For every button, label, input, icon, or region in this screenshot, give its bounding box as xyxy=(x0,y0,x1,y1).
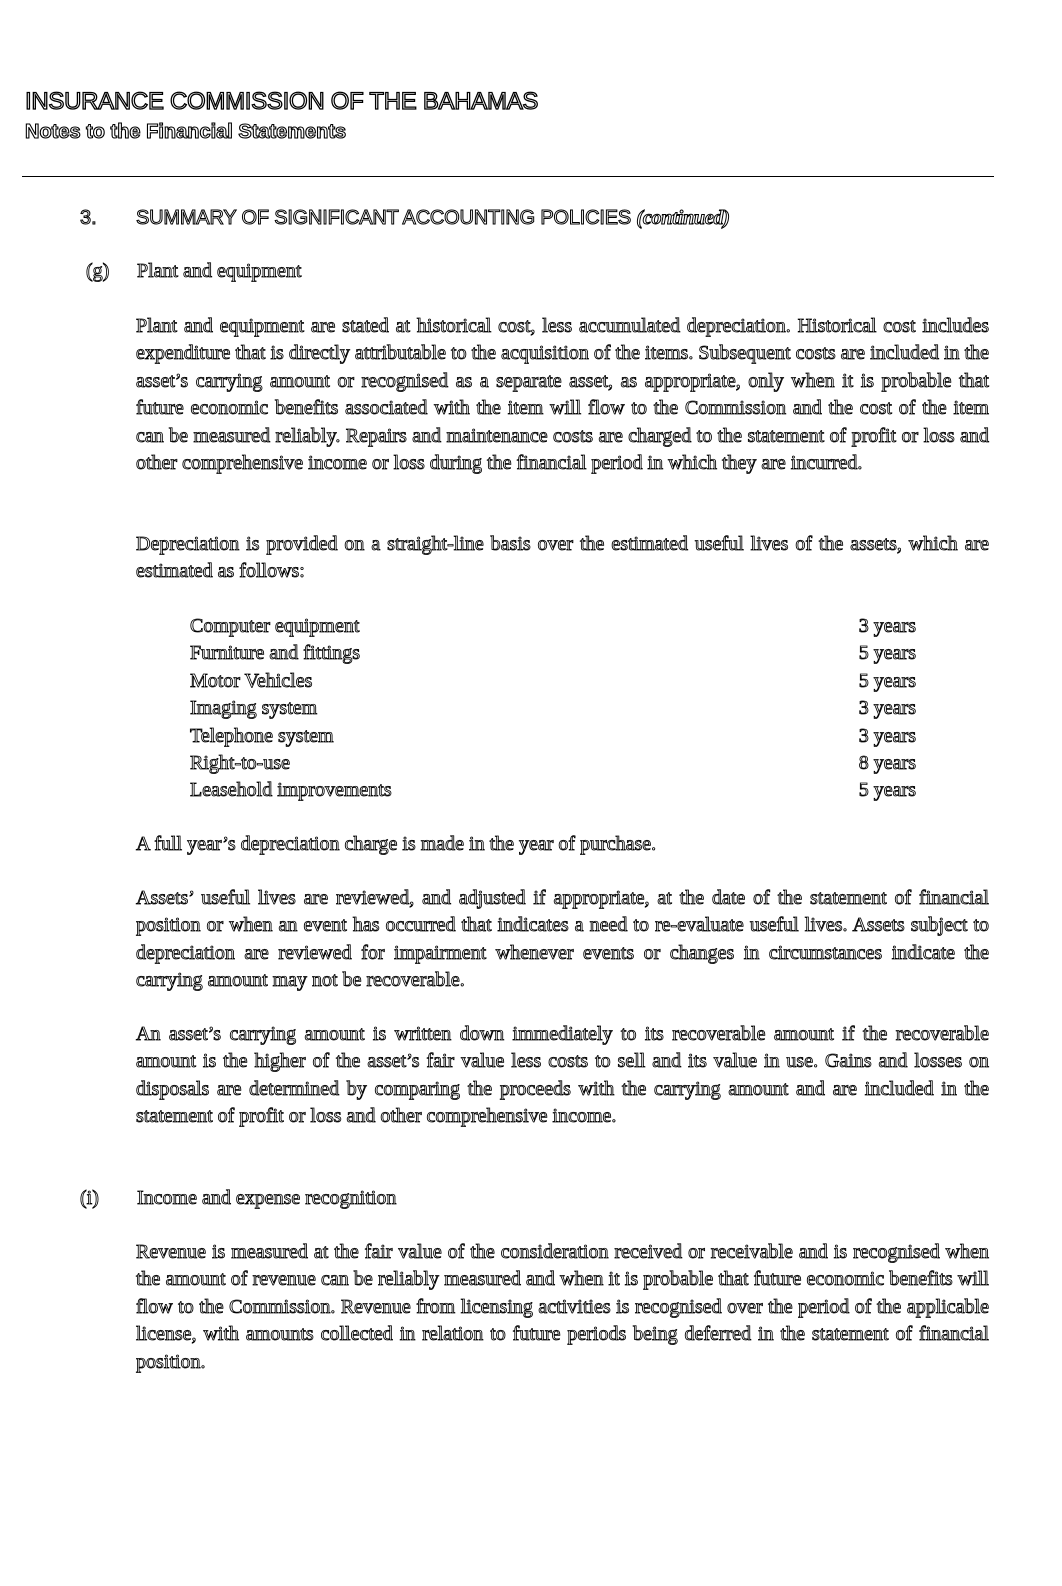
asset-life: 5 years xyxy=(858,642,916,665)
subsection-g-title: Plant and equipment xyxy=(137,260,302,282)
asset-name: Computer equipment xyxy=(190,615,360,637)
organization-title: INSURANCE COMMISSION OF THE BAHAMAS xyxy=(25,88,539,115)
income-paragraph-1: Revenue is measured at the fair value of the consideration received or receivable and is recognised when the amount of revenue can be reliably measured and when it is probable that future economic benefits will flow to the Commission. Revenue from licensing activities is recognised over the period of the applicable license, with amounts collected in relation to future periods being deferred in the statement of financial position. xyxy=(136,1241,989,1373)
subsection-g-marker: (g) xyxy=(86,260,110,282)
asset-life: 3 years xyxy=(858,724,916,747)
plant-paragraph-2: Depreciation is provided on a straight-line basis over the estimated useful lives of the assets, which are estimated as follows: xyxy=(136,533,989,583)
asset-life: 5 years xyxy=(858,779,916,802)
section-title: SUMMARY OF SIGNIFICANT ACCOUNTING POLICIES xyxy=(136,207,632,229)
section-heading xyxy=(136,205,730,231)
asset-name: Right-to-use xyxy=(190,751,290,774)
useful-life-row xyxy=(190,750,916,777)
section-continued: (continued) xyxy=(636,207,730,229)
useful-life-row xyxy=(190,723,916,750)
asset-life: 3 years xyxy=(858,615,916,637)
plant-paragraph-5: An asset’s carrying amount is written down immediately to its recoverable amount if the recoverable amount is the higher of the asset’s fair value less costs to sell and its value in use. Gains and losses on disposals are determined by comparing the proceeds with the carrying amount and are included in the statement of profit or loss and other comprehensive income. xyxy=(136,1023,989,1128)
asset-name: Furniture and fittings xyxy=(190,642,360,665)
asset-name: Telephone system xyxy=(190,724,334,747)
useful-life-row xyxy=(190,695,916,722)
useful-life-row xyxy=(190,668,916,695)
document-subtitle: Notes to the Financial Statements xyxy=(25,121,347,143)
plant-paragraph-4: Assets’ useful lives are reviewed, and adjusted if appropriate, at the date of the statement of financial position or when an event has occurred that indicates a need to re-evaluate useful lives. Assets subject to depreciation are reviewed for impairment whenever events or changes in circumstances indicate the carrying amount may not be recoverable. xyxy=(136,887,989,992)
asset-name: Leasehold improvements xyxy=(190,779,392,802)
subsection-i-title: Income and expense recognition xyxy=(137,1187,397,1209)
subsection-i-marker: (i) xyxy=(80,1187,99,1209)
asset-name: Imaging system xyxy=(190,697,318,720)
header-divider xyxy=(22,176,994,177)
asset-life: 5 years xyxy=(858,669,916,692)
asset-life: 3 years xyxy=(858,697,916,720)
useful-life-row xyxy=(190,613,916,640)
plant-paragraph-1: Plant and equipment are stated at historical cost, less accumulated depreciation. Historical cost includes expenditure that is directly attributable to the acquisition of the items. Subsequent costs are included in the asset’s carrying amount or recognised as a separate asset, as appropriate, only when it is probable that future economic benefits associated with the item will flow to the Commission and the cost of the item can be measured reliably. Repairs and maintenance costs are charged to the statement of profit or loss and other comprehensive income or loss during the financial period in which they are incurred. xyxy=(136,315,989,475)
useful-life-row xyxy=(190,777,916,804)
plant-paragraph-3: A full year’s depreciation charge is made in the year of purchase. xyxy=(136,833,657,855)
useful-life-row xyxy=(190,640,916,667)
asset-name: Motor Vehicles xyxy=(190,669,313,692)
section-number: 3. xyxy=(80,207,97,229)
asset-life: 8 years xyxy=(858,751,916,774)
useful-lives-table xyxy=(190,613,916,805)
